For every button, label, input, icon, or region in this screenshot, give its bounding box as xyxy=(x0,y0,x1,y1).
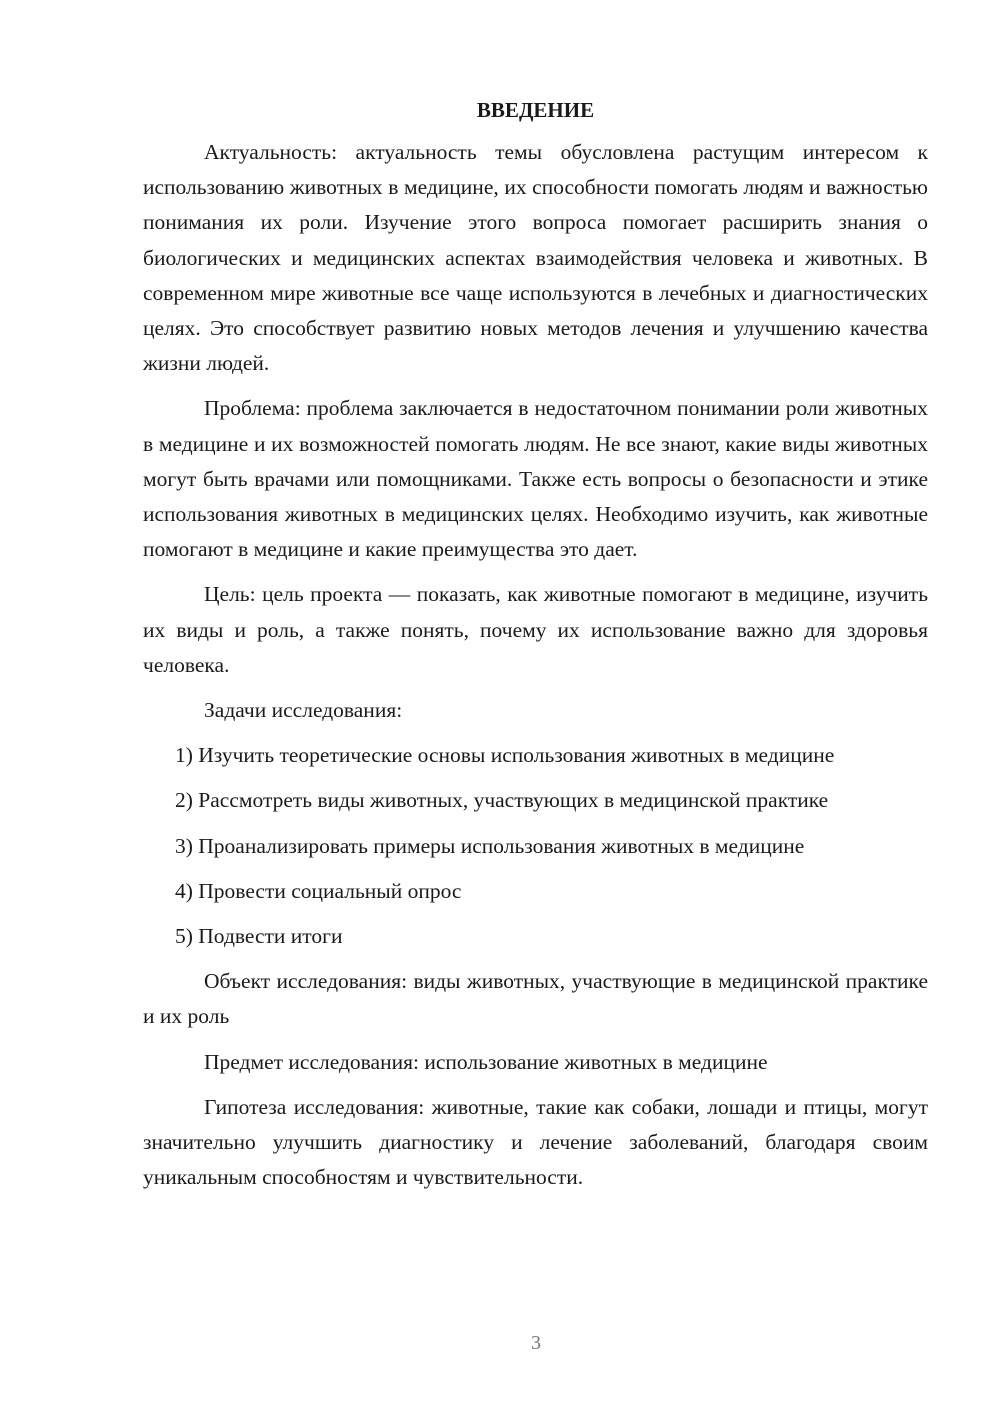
paragraph-goal: Цель: цель проекта — показать, как животные помогают в медицине, изучить их виды и роль, а также понять, почему их использование важно для здоровья человека. xyxy=(143,582,928,677)
task-item-1: 1) Изучить теоретические основы использования животных в медицине xyxy=(175,743,835,768)
task-item-4: 4) Провести социальный опрос xyxy=(175,878,462,903)
document-page xyxy=(143,95,928,1205)
paragraph-hypothesis: Гипотеза исследования: животные, такие как собаки, лошади и птицы, могут значительно улучшить диагностику и лечение заболеваний, благодаря своим уникальным способностям и чувствительности. xyxy=(143,1094,928,1190)
paragraph-object: Объект исследования: виды животных, участвующие в медицинской практике и их роль xyxy=(143,969,928,1029)
task-item-5: 5) Подвести итоги xyxy=(175,924,343,949)
task-item-3: 3) Проанализировать примеры использования животных в медицине xyxy=(175,833,805,858)
paragraph-subject: Предмет исследования: использование животных в медицине xyxy=(204,1049,768,1074)
tasks-label: Задачи исследования: xyxy=(204,698,403,723)
page-number: 3 xyxy=(531,1332,541,1354)
paragraph-problem: Проблема: проблема заключается в недостаточном понимании роли животных в медицине и их возможностей помогать людям. Не все знают, какие виды животных могут быть врачами или помощниками. Также есть вопросы о безопасности и этике использования животных в медицинских целях. Необходимо изучить, как животные помогают в медицине и какие преимущества это дает. xyxy=(143,396,928,562)
paragraph-relevance: Актуальность: актуальность темы обусловлена растущим интересом к использованию животных в медицине, их способности помогать людям и важностью понимания их роли. Изучение этого вопроса помогает расширить знания о биологических и медицинских аспектах взаимодействия человека и животных. В современном мире животные все чаще используются в лечебных и диагностических целях. Это способствует развитию новых методов лечения и улучшению качества жизни людей. xyxy=(143,140,928,376)
task-item-2: 2) Рассмотреть виды животных, участвующих в медицинской практике xyxy=(175,788,829,813)
document-title: ВВЕДЕНИЕ xyxy=(476,98,595,122)
